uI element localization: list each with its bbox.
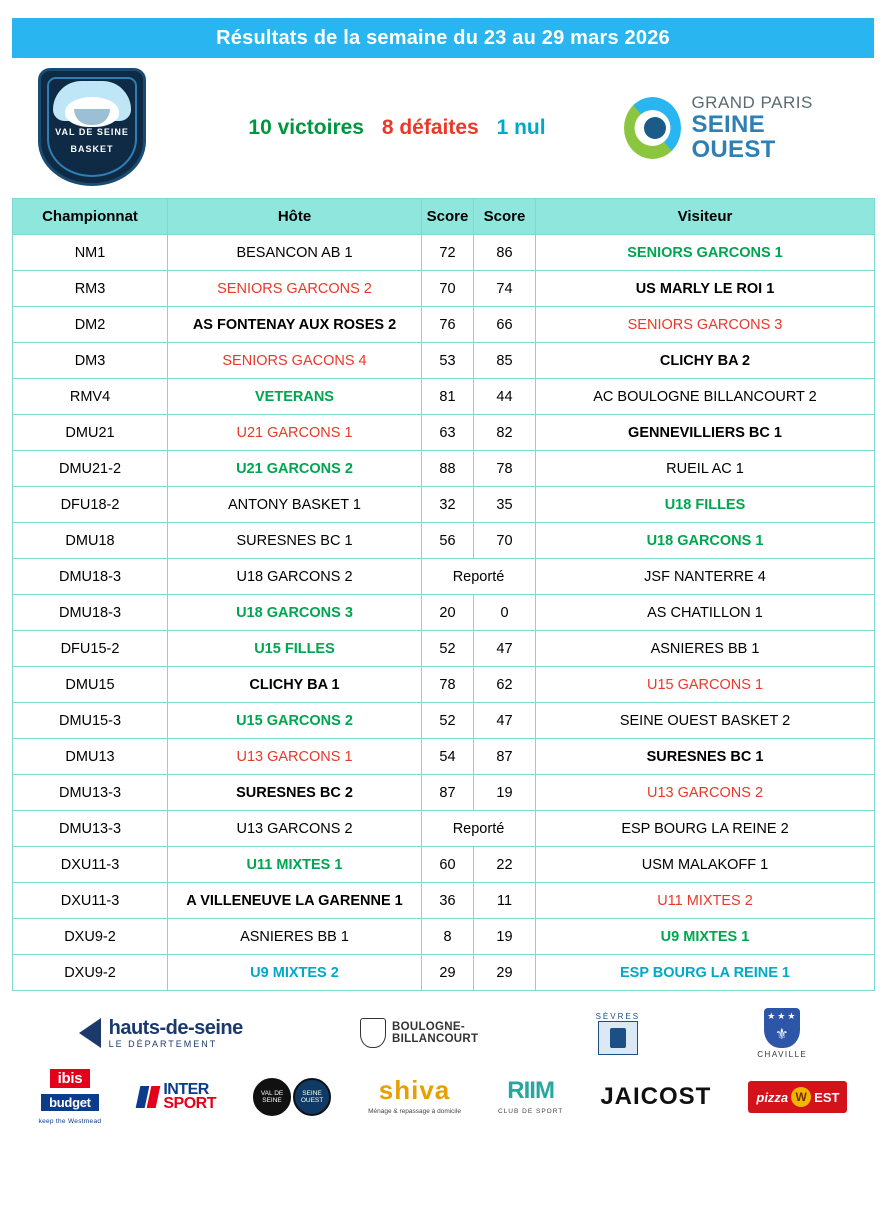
table-row	[13, 667, 875, 703]
cell-host: A VILLENEUVE LA GARENNE 1	[168, 883, 422, 919]
cell-score-host: 53	[422, 343, 474, 379]
bear-icon	[65, 97, 119, 127]
table-row	[13, 775, 875, 811]
results-table-body	[13, 235, 875, 991]
cell-championnat: DMU18-3	[13, 595, 168, 631]
header-banner	[12, 18, 874, 58]
table-header-row	[13, 199, 875, 235]
cell-host: U21 GARCONS 2	[168, 451, 422, 487]
cell-score-host: 87	[422, 775, 474, 811]
cell-championnat: DXU9-2	[13, 955, 168, 991]
club-logo	[38, 68, 150, 188]
cell-visitor: US MARLY LE ROI 1	[536, 271, 875, 307]
column-header-visiteur: Visiteur	[536, 199, 875, 235]
hauts-de-seine-name: hauts-de-seine	[108, 1016, 243, 1039]
basket-circle-2-icon: SEINE OUEST	[293, 1078, 331, 1116]
cell-score-host: 54	[422, 739, 474, 775]
stat-losses: 8 défaites	[381, 116, 479, 139]
table-row	[13, 415, 875, 451]
cell-championnat: DMU13-3	[13, 775, 168, 811]
cell-score-visitor: 70	[474, 523, 536, 559]
cell-score-host: 32	[422, 487, 474, 523]
intersport-line1: INTER	[163, 1081, 209, 1098]
cell-score-host: 52	[422, 631, 474, 667]
intersport-bar-red	[147, 1086, 161, 1108]
cell-score-host: 60	[422, 847, 474, 883]
table-row	[13, 739, 875, 775]
cell-score-host: 88	[422, 451, 474, 487]
cell-score-visitor: 44	[474, 379, 536, 415]
pizza-west-line1: pizza	[756, 1089, 789, 1105]
cell-visitor: U18 FILLES	[536, 487, 875, 523]
boulogne-shield-icon	[360, 1018, 386, 1048]
results-table	[12, 198, 875, 991]
cell-score-host: 70	[422, 271, 474, 307]
table-row	[13, 307, 875, 343]
column-header-hote: Hôte	[168, 199, 422, 235]
sponsor-riim	[498, 1076, 564, 1115]
shield-icon	[38, 68, 146, 186]
gpso-line1: GRAND PARIS	[691, 92, 813, 112]
cell-championnat: DMU21-2	[13, 451, 168, 487]
chaville-shield-icon	[764, 1008, 800, 1048]
gpso-text	[691, 94, 844, 162]
cell-score-visitor: 82	[474, 415, 536, 451]
cell-visitor: ESP BOURG LA REINE 1	[536, 955, 875, 991]
cell-score-visitor: 11	[474, 883, 536, 919]
cell-visitor: AS CHATILLON 1	[536, 595, 875, 631]
intersport-line2: SPORT	[163, 1095, 216, 1112]
cell-score-visitor: 62	[474, 667, 536, 703]
cell-score-visitor: 19	[474, 919, 536, 955]
sponsor-row-institutional	[20, 1005, 866, 1061]
cell-score-host: 81	[422, 379, 474, 415]
cell-championnat: RMV4	[13, 379, 168, 415]
cell-host: SURESNES BC 2	[168, 775, 422, 811]
cell-host: CLICHY BA 1	[168, 667, 422, 703]
chaville-emblem-icon: ⚜	[775, 1025, 790, 1043]
sponsor-shiva	[368, 1075, 461, 1116]
sponsor-row-commercial	[20, 1069, 866, 1125]
chaville-name: CHAVILLE	[757, 1049, 808, 1059]
table-row	[13, 703, 875, 739]
cell-score-host: 56	[422, 523, 474, 559]
club-logo-line1: VAL DE SEINE	[55, 127, 129, 137]
cell-championnat: DMU15	[13, 667, 168, 703]
table-row	[13, 595, 875, 631]
cell-championnat: DXU11-3	[13, 883, 168, 919]
cell-championnat: DMU18	[13, 523, 168, 559]
cell-championnat: DMU21	[13, 415, 168, 451]
cell-visitor: ESP BOURG LA REINE 2	[536, 811, 875, 847]
cell-championnat: DFU15-2	[13, 631, 168, 667]
sponsor-sevres	[596, 1012, 640, 1055]
cell-score-host: 76	[422, 307, 474, 343]
sponsor-hauts-de-seine	[79, 1018, 243, 1049]
sponsor-intersport	[138, 1083, 216, 1111]
sponsor-boulogne-billancourt	[360, 1018, 478, 1048]
page-title: Résultats de la semaine du 23 au 29 mars 2026	[216, 26, 670, 49]
stat-wins: 10 victoires	[248, 116, 364, 139]
table-row	[13, 235, 875, 271]
cell-host: SENIORS GARCONS 2	[168, 271, 422, 307]
sevres-crest-icon	[598, 1021, 638, 1055]
cell-host: BESANCON AB 1	[168, 235, 422, 271]
ibis-tagline: keep the Westmead	[38, 1118, 102, 1125]
cell-championnat: DMU13-3	[13, 811, 168, 847]
cell-visitor: ASNIERES BB 1	[536, 631, 875, 667]
cell-visitor: RUEIL AC 1	[536, 451, 875, 487]
sevres-name: SÈVRES	[595, 1011, 641, 1021]
jaicost-name: JAICOST	[600, 1083, 712, 1110]
cell-score-host: 72	[422, 235, 474, 271]
cell-score-visitor: 86	[474, 235, 536, 271]
cell-visitor: U18 GARCONS 1	[536, 523, 875, 559]
sponsor-basket-circles	[253, 1078, 331, 1116]
stat-draws: 1 nul	[496, 116, 546, 139]
cell-visitor: SEINE OUEST BASKET 2	[536, 703, 875, 739]
cell-host: SENIORS GACONS 4	[168, 343, 422, 379]
cell-championnat: NM1	[13, 235, 168, 271]
hauts-de-seine-icon	[79, 1018, 101, 1048]
cell-score-visitor: 66	[474, 307, 536, 343]
table-row	[13, 343, 875, 379]
cell-visitor: U15 GARCONS 1	[536, 667, 875, 703]
cell-score-visitor: 29	[474, 955, 536, 991]
ibis-name: ibis	[50, 1069, 91, 1088]
cell-score-visitor: 47	[474, 703, 536, 739]
cell-championnat: DMU15-3	[13, 703, 168, 739]
sponsor-chaville	[757, 1008, 807, 1059]
riim-tagline: CLUB DE SPORT	[498, 1107, 564, 1115]
table-row	[13, 271, 875, 307]
cell-visitor: U13 GARCONS 2	[536, 775, 875, 811]
cell-postponed: Reporté	[422, 811, 536, 847]
table-row	[13, 955, 875, 991]
cell-score-host: 52	[422, 703, 474, 739]
sponsor-ibis-budget	[39, 1069, 102, 1125]
cell-host: U15 FILLES	[168, 631, 422, 667]
cell-championnat: DMU18-3	[13, 559, 168, 595]
cell-host: SURESNES BC 1	[168, 523, 422, 559]
cell-score-visitor: 47	[474, 631, 536, 667]
boulogne-line1: BOULOGNE-	[392, 1021, 465, 1033]
cell-score-visitor: 35	[474, 487, 536, 523]
cell-host: U18 GARCONS 3	[168, 595, 422, 631]
results-page	[0, 18, 886, 1218]
cell-host: U11 MIXTES 1	[168, 847, 422, 883]
pizza-west-w-icon: W	[791, 1087, 811, 1107]
column-header-score-visitor: Score	[474, 199, 536, 235]
table-row	[13, 487, 875, 523]
cell-score-visitor: 22	[474, 847, 536, 883]
pizza-west-badge	[748, 1081, 847, 1113]
gpso-line2: SEINE OUEST	[691, 110, 776, 163]
column-header-championnat: Championnat	[13, 199, 168, 235]
cell-visitor: JSF NANTERRE 4	[536, 559, 875, 595]
shiva-name: shiva	[378, 1075, 451, 1105]
cell-championnat: DXU11-3	[13, 847, 168, 883]
shiva-tagline: Ménage & repassage à domicile	[368, 1108, 461, 1115]
club-logo-line2: BASKET	[70, 144, 114, 154]
cell-visitor: AC BOULOGNE BILLANCOURT 2	[536, 379, 875, 415]
gpso-dot	[644, 117, 666, 139]
cell-host: U18 GARCONS 2	[168, 559, 422, 595]
chaville-stars: ★★★	[767, 1010, 798, 1021]
cell-score-host: 36	[422, 883, 474, 919]
cell-score-visitor: 0	[474, 595, 536, 631]
table-row	[13, 631, 875, 667]
table-row	[13, 523, 875, 559]
pizza-west-line2: EST	[814, 1089, 840, 1105]
cell-championnat: DXU9-2	[13, 919, 168, 955]
top-bar	[0, 58, 886, 198]
table-row	[13, 847, 875, 883]
cell-host: U13 GARCONS 1	[168, 739, 422, 775]
cell-visitor: GENNEVILLIERS BC 1	[536, 415, 875, 451]
cell-host: U15 GARCONS 2	[168, 703, 422, 739]
cell-host: U9 MIXTES 2	[168, 955, 422, 991]
cell-visitor: SURESNES BC 1	[536, 739, 875, 775]
cell-visitor: U11 MIXTES 2	[536, 883, 875, 919]
basket-circle-1-icon: VAL DE SEINE	[253, 1078, 291, 1116]
cell-host: ASNIERES BB 1	[168, 919, 422, 955]
cell-postponed: Reporté	[422, 559, 536, 595]
column-header-score-host: Score	[422, 199, 474, 235]
cell-visitor: U9 MIXTES 1	[536, 919, 875, 955]
cell-host: U21 GARCONS 1	[168, 415, 422, 451]
cell-visitor: SENIORS GARCONS 1	[536, 235, 875, 271]
sponsor-jaicost	[600, 1083, 711, 1111]
cell-score-host: 29	[422, 955, 474, 991]
partner-logo-gpso	[624, 94, 844, 162]
cell-score-visitor: 74	[474, 271, 536, 307]
cell-score-visitor: 19	[474, 775, 536, 811]
intersport-icon	[138, 1086, 158, 1108]
season-stats	[150, 116, 624, 140]
sponsor-pizza-west	[748, 1081, 847, 1113]
cell-championnat: DM3	[13, 343, 168, 379]
shield-sky	[53, 81, 131, 121]
riim-name: RIIM	[507, 1076, 554, 1104]
gpso-mark-icon	[624, 97, 681, 159]
table-row	[13, 559, 875, 595]
cell-host: U13 GARCONS 2	[168, 811, 422, 847]
cell-visitor: SENIORS GARCONS 3	[536, 307, 875, 343]
cell-championnat: DFU18-2	[13, 487, 168, 523]
cell-score-host: 20	[422, 595, 474, 631]
cell-visitor: USM MALAKOFF 1	[536, 847, 875, 883]
cell-score-visitor: 87	[474, 739, 536, 775]
table-row	[13, 379, 875, 415]
cell-championnat: DM2	[13, 307, 168, 343]
hauts-de-seine-tagline: LE DÉPARTEMENT	[108, 1038, 218, 1049]
cell-score-visitor: 85	[474, 343, 536, 379]
cell-championnat: DMU13	[13, 739, 168, 775]
sevres-crest-shape	[610, 1028, 626, 1048]
table-row	[13, 451, 875, 487]
cell-host: AS FONTENAY AUX ROSES 2	[168, 307, 422, 343]
cell-host: ANTONY BASKET 1	[168, 487, 422, 523]
cell-score-host: 78	[422, 667, 474, 703]
boulogne-line2: BILLANCOURT	[392, 1033, 479, 1045]
cell-score-host: 8	[422, 919, 474, 955]
table-row	[13, 919, 875, 955]
results-table-wrapper	[0, 198, 886, 991]
cell-visitor: CLICHY BA 2	[536, 343, 875, 379]
table-row	[13, 883, 875, 919]
ibis-budget-label: budget	[41, 1094, 99, 1111]
cell-score-visitor: 78	[474, 451, 536, 487]
cell-score-host: 63	[422, 415, 474, 451]
sponsors-section	[0, 991, 886, 1125]
table-row	[13, 811, 875, 847]
cell-host: VETERANS	[168, 379, 422, 415]
cell-championnat: RM3	[13, 271, 168, 307]
